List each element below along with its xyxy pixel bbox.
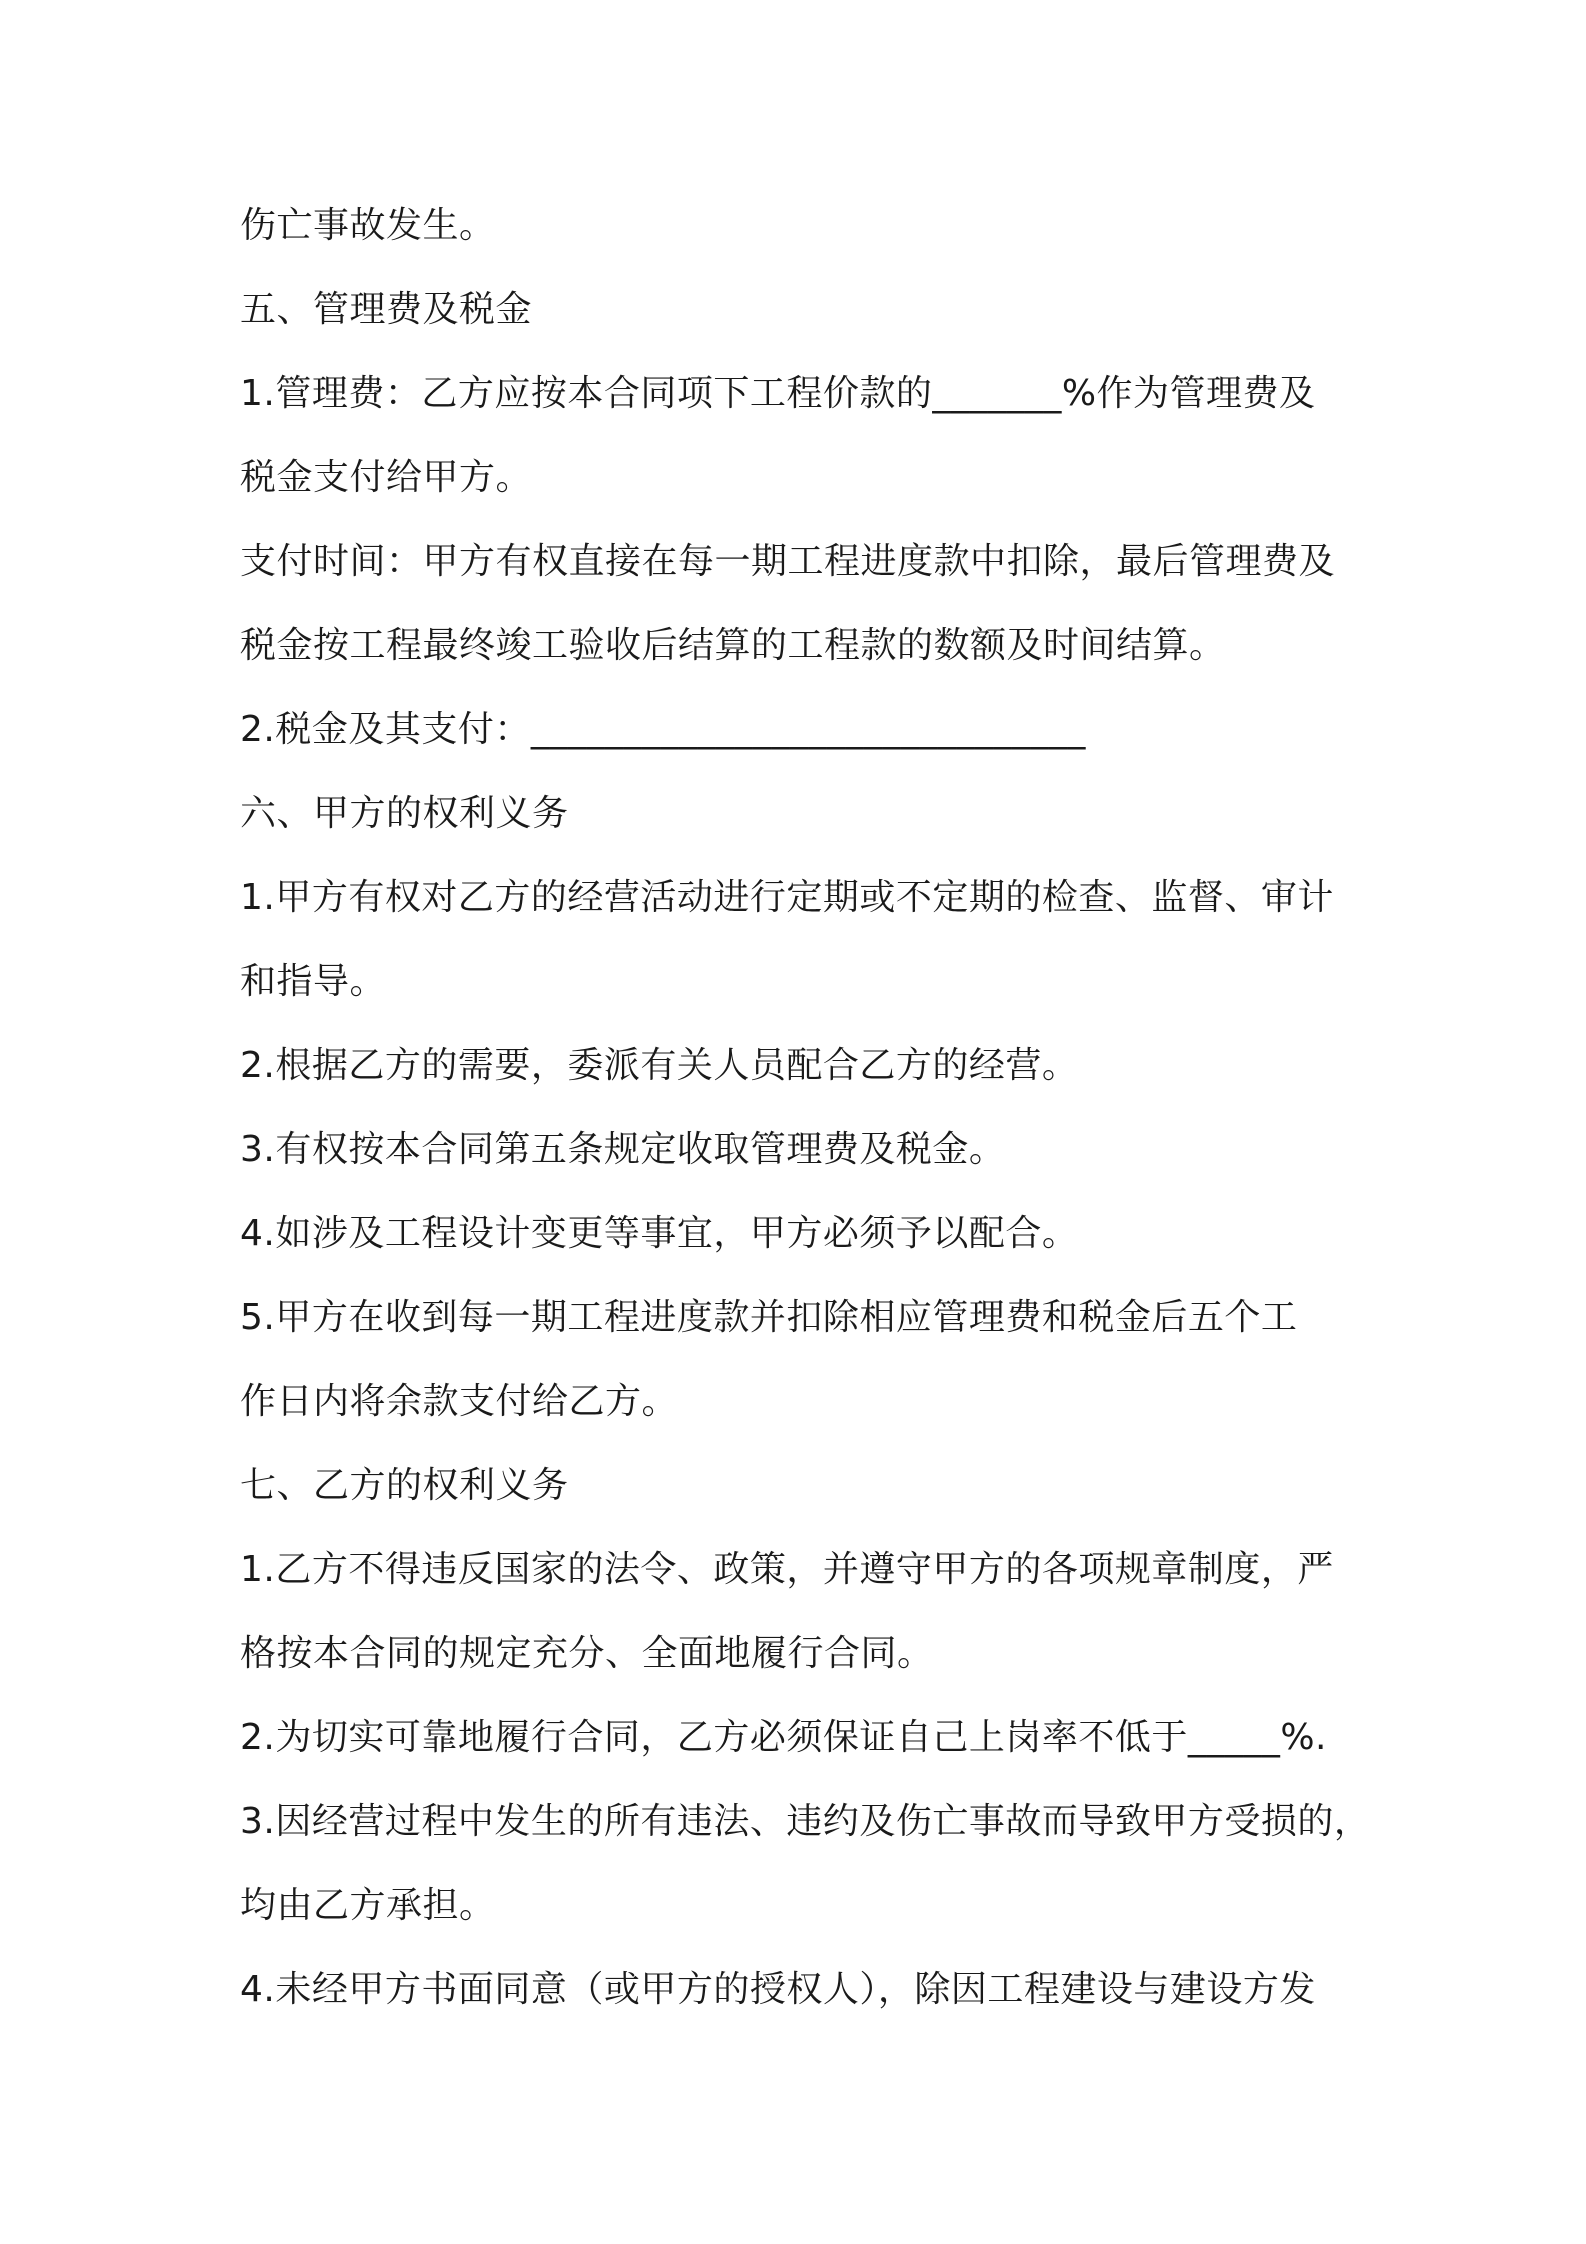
heading-section-7: 七、乙方的权利义务	[240, 1465, 569, 1506]
clause-7-1: 1.乙方不得违反国家的法令、政策，并遵守甲方的各项规章制度，严	[240, 1549, 1334, 1590]
clause-payment-time: 支付时间：甲方有权直接在每一期工程进度款中扣除，最后管理费及	[240, 541, 1336, 582]
clause-7-1-continued: 格按本合同的规定充分、全面地履行合同。	[240, 1633, 934, 1674]
clause-6-5: 5.甲方在收到每一期工程进度款并扣除相应管理费和税金后五个工	[240, 1297, 1298, 1338]
clause-7-3-continued: 均由乙方承担。	[240, 1885, 496, 1926]
clause-5-2-tax: 2.税金及其支付：______________________________	[240, 709, 1086, 750]
clause-payment-time-continued: 税金按工程最终竣工验收后结算的工程款的数额及时间结算。	[240, 625, 1226, 666]
clause-5-1-management-fee: 1.管理费：乙方应按本合同项下工程价款的_______%作为管理费及	[240, 373, 1316, 414]
line-injury-accident: 伤亡事故发生。	[240, 205, 496, 246]
clause-6-3: 3.有权按本合同第五条规定收取管理费及税金。	[240, 1129, 1006, 1170]
clause-6-1-continued: 和指导。	[240, 961, 387, 1002]
clause-6-5-continued: 作日内将余款支付给乙方。	[240, 1381, 679, 1422]
clause-7-3: 3.因经营过程中发生的所有违法、违约及伤亡事故而导致甲方受损的，	[240, 1801, 1371, 1842]
clause-7-2: 2.为切实可靠地履行合同，乙方必须保证自己上岗率不低于_____%.	[240, 1717, 1327, 1758]
clause-6-1: 1.甲方有权对乙方的经营活动进行定期或不定期的检查、监督、审计	[240, 877, 1334, 918]
clause-7-4: 4.未经甲方书面同意（或甲方的授权人），除因工程建设与建设方发	[240, 1969, 1316, 2010]
clause-5-1-continued: 税金支付给甲方。	[240, 457, 533, 498]
heading-section-6: 六、甲方的权利义务	[240, 793, 569, 834]
clause-6-2: 2.根据乙方的需要，委派有关人员配合乙方的经营。	[240, 1045, 1079, 1086]
clause-6-4: 4.如涉及工程设计变更等事宜，甲方必须予以配合。	[240, 1213, 1079, 1254]
heading-section-5: 五、管理费及税金	[240, 289, 533, 330]
